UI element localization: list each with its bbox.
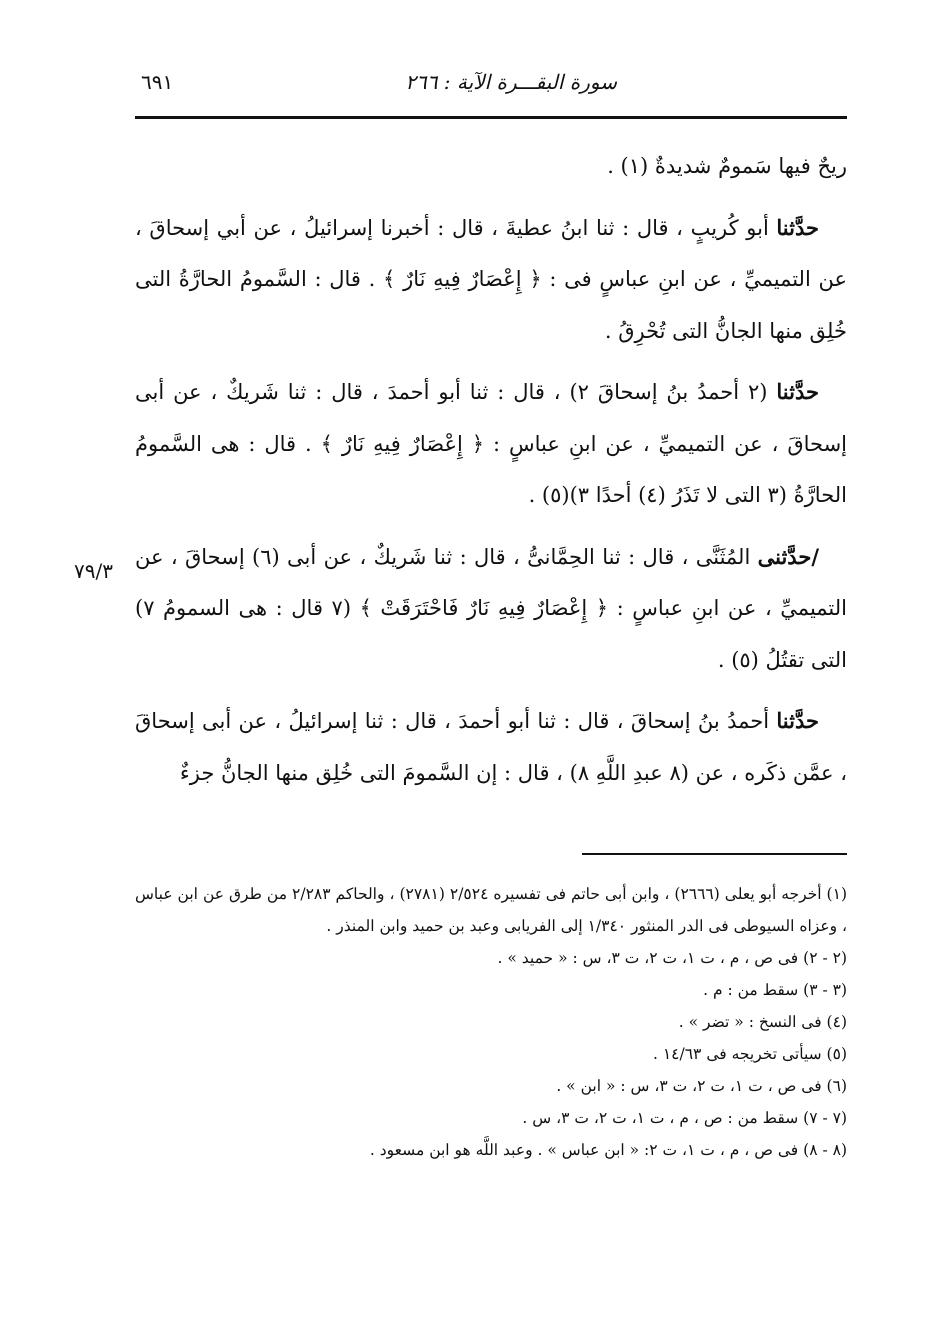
paragraph-text: المُثَنَّى ، قال : ثنا الحِمَّانىُّ ، قال : ثنا شَريكٌ ، عن أبى (٦) إسحاقَ ، عن التميميِّ ، عن ابنِ عباسٍ : ﴿ إِعْصَارٌ فِيهِ نَارٌ فَاحْتَرَقَتْ ﴾ (٧ قال : هى السمومُ ٧) التى تقتُلُ (٥) . xyxy=(135,544,847,672)
main-text xyxy=(135,140,847,808)
footnote: (٨ - ٨) فى ص ، م ، ت ١، ت ٢: « ابن عباس » . وعبد اللَّه هو ابن مسعود . xyxy=(369,1141,847,1159)
paragraph-text: أبو كُريبٍ ، قال : ثنا ابنُ عطيةَ ، قال : أخبرنا إسرائيلُ ، عن أبي إسحاقَ ، عن التميميِّ ، عن ابنِ عباسٍ فى : ﴿ إِعْصَارٌ فِيهِ نَارٌ ﴾ . قال : السَّمومُ الحارَّةُ التى خُلِق منها الجانُّ التى تُحْرِقُ . xyxy=(135,215,847,343)
footnotes xyxy=(135,878,847,1166)
narration-keyword: حدَّثنا xyxy=(776,708,819,733)
footnote: (١) أخرجه أبو يعلى (٢٦٦٦) ، وابن أبى حاتم فى تفسيره ٢/٥٢٤ (٢٧٨١) ، والحاكم ٢/٢٨٣ من طرق عن ابن عباس ، وعزاه السيوطى فى الدر المنثور ١/٣٤٠ إلى الفريابى وعبد بن حميد وابن المنذر . xyxy=(135,885,847,935)
footnote: (٤) فى النسخ : « تضر » . xyxy=(678,1013,847,1031)
running-title: سورة البقـــرة الآية : ٢٦٦ xyxy=(405,70,617,94)
narration-keyword: /حدَّثنى xyxy=(757,543,819,569)
paragraph-text: (٢ أحمدُ بنُ إسحاقَ ٢) ، قال : ثنا أبو أحمدَ ، قال : ثنا شَريكٌ ، عن أبى إسحاقَ ، عن التميميِّ ، عن ابنِ عباسٍ : ﴿ إِعْصَارٌ فِيهِ نَارٌ ﴾ . قال : هى السَّمومُ الحارَّةُ (٣ التى لا تَذَرُ (٤) أحدًا ٣)(٥) . xyxy=(135,380,847,507)
paragraph xyxy=(135,695,847,799)
paragraph-text: أحمدُ بنُ إسحاقَ ، قال : ثنا أبو أحمدَ ، قال : ثنا إسرائيلُ ، عن أبى إسحاقَ ، عمَّن ذكَره ، عن (٨ عبدِ اللَّهِ ٨) ، قال : إن السَّمومَ التى خُلِق منها الجانُّ جزءٌ xyxy=(135,709,847,785)
footnote: (٣ - ٣) سقط من : م . xyxy=(703,981,847,999)
paragraph-text: ريحٌ فيها سَمومٌ شديدةٌ (١) . xyxy=(607,154,847,178)
paragraph xyxy=(135,531,847,687)
footnote: (٧ - ٧) سقط من : ص ، م ، ت ١، ت ٢، ت ٣، س . xyxy=(522,1109,847,1127)
footnote: (٢ - ٢) فى ص ، م ، ت ١، ت ٢، ت ٣، س : « حميد » . xyxy=(497,949,847,967)
header-rule xyxy=(135,116,847,119)
footnote: (٥) سيأتى تخريجه فى ١٤/٦٣ . xyxy=(653,1045,847,1063)
margin-reference: ٧٩/٣ xyxy=(74,559,113,583)
narration-keyword: حدَّثنا xyxy=(776,214,819,240)
paragraph xyxy=(135,366,847,522)
page-header xyxy=(135,62,847,110)
narration-keyword: حدَّثنا xyxy=(776,379,819,404)
footnote: (٦) فى ص ، ت ١، ت ٢، ت ٣، س : « ابن » . xyxy=(556,1077,847,1095)
page-number: ٦٩١ xyxy=(141,70,174,94)
footnote-rule xyxy=(582,853,847,855)
paragraph xyxy=(135,140,847,193)
paragraph xyxy=(135,202,847,358)
